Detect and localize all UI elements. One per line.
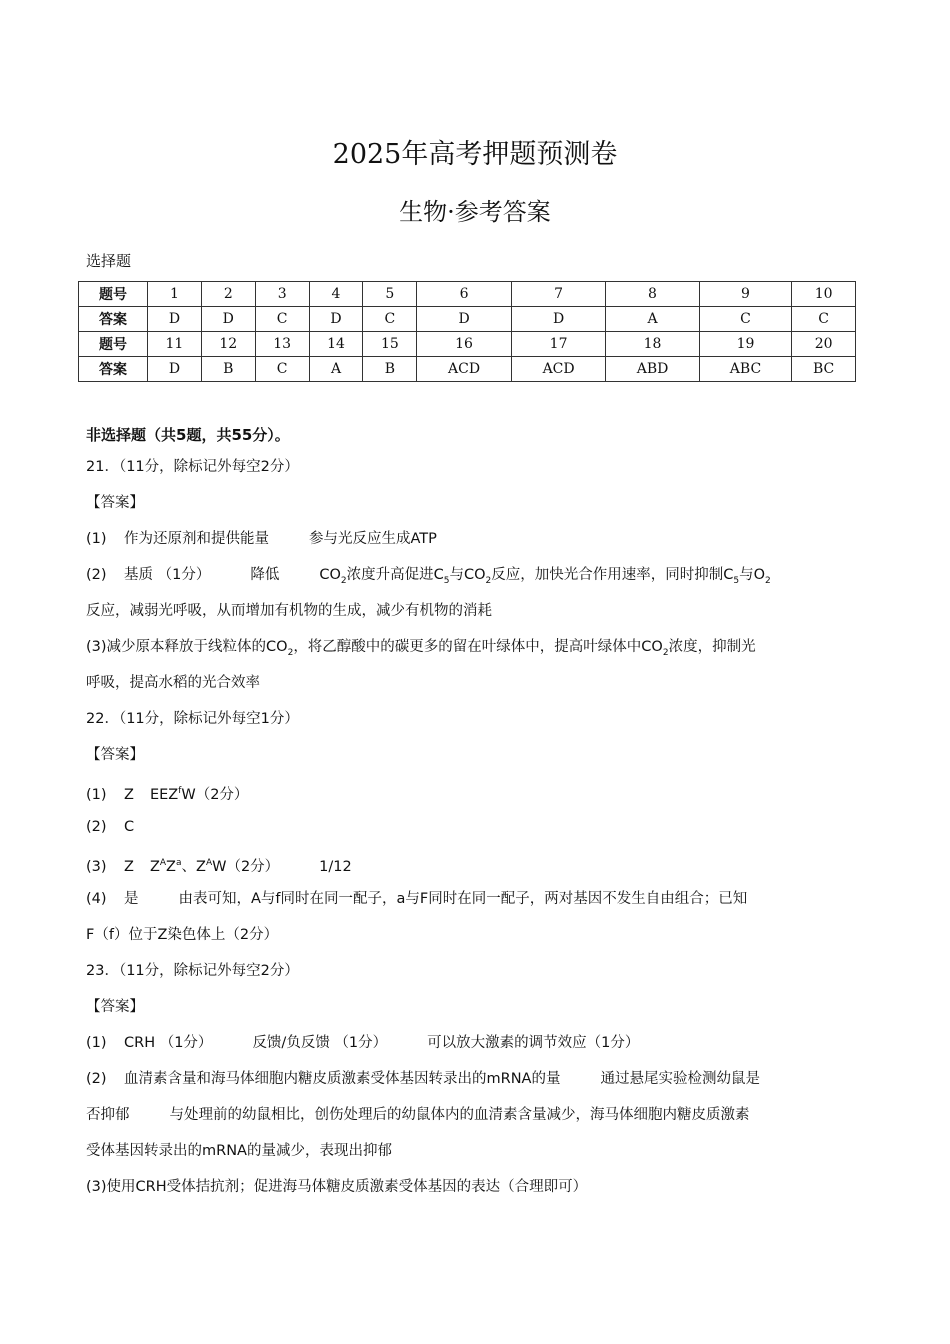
- table-cell: C: [363, 307, 417, 332]
- table-cell: 11: [148, 332, 202, 357]
- q22-part2: (2) C: [86, 819, 135, 835]
- table-cell: 10: [792, 282, 856, 307]
- q21-part1-a: 作为还原剂和提供能量: [124, 531, 269, 547]
- table-cell: 4: [309, 282, 363, 307]
- q21-header: 21．（11分，除标记外每空2分）: [86, 459, 299, 475]
- q23-part2-cont1: 否抑郁 与处理前的幼鼠相比，创伤处理后的幼鼠体内的血清素含量减少，海马体细胞内糖皮质激素: [86, 1107, 750, 1123]
- table-cell: 20: [792, 332, 856, 357]
- q23-header: 23．（11分，除标记外每空2分）: [86, 963, 299, 979]
- q21-part2-a: 基质 （1分）: [124, 567, 211, 583]
- answer-table: [78, 281, 856, 382]
- q21-part3-cont: 呼吸，提高水稻的光合效率: [86, 675, 260, 691]
- table-cell: D: [201, 307, 255, 332]
- table-cell: 1: [148, 282, 202, 307]
- table-row-header: 题号: [79, 332, 148, 357]
- table-cell: 17: [511, 332, 606, 357]
- table-cell: D: [309, 307, 363, 332]
- q21-part2-cont: 反应，减弱光呼吸，从而增加有机物的生成，减少有机物的消耗: [86, 603, 492, 619]
- q21-part3: (3)减少原本释放于线粒体的$CO_2$，将乙醇酸中的碳更多的留在叶绿体中，提高叶绿体中$CO_2$浓度，抑制光: [86, 639, 756, 658]
- q21-part1-num: (1): [86, 531, 107, 547]
- table-row: [79, 332, 856, 357]
- table-cell: 18: [606, 332, 699, 357]
- q21-part1: [86, 521, 856, 557]
- table-row-header: 答案: [79, 357, 148, 382]
- table-cell: D: [148, 307, 202, 332]
- q22-part1: (1) Z EEZ$^f$W（2分）: [86, 786, 249, 803]
- q21-part2-c: $CO_2$浓度升高促进$C_5$与$CO_2$反应，加快光合作用速率，同时抑制$C_5$与$O_2$: [319, 567, 771, 586]
- table-cell: C: [255, 357, 309, 382]
- table-cell: BC: [792, 357, 856, 382]
- table-cell: 16: [417, 332, 512, 357]
- q23-part2: (2) 血清素含量和海马体细胞内糖皮质激素受体基因转录出的mRNA的量 通过悬尾实验检测幼鼠是: [86, 1071, 760, 1087]
- q21-part2: [86, 557, 856, 593]
- table-cell: 14: [309, 332, 363, 357]
- table-cell: ACD: [417, 357, 512, 382]
- table-cell: C: [792, 307, 856, 332]
- table-cell: 7: [511, 282, 606, 307]
- page-title: 2025年高考押题预测卷: [332, 139, 618, 170]
- q21-part2-b: 降低: [250, 567, 280, 583]
- q23-part1: (1) CRH （1分） 反馈/负反馈 （1分） 可以放大激素的调节效应（1分）: [86, 1035, 640, 1051]
- table-cell: 9: [699, 282, 792, 307]
- page-subtitle: 生物·参考答案: [399, 198, 551, 226]
- table-cell: D: [148, 357, 202, 382]
- q22-part4: (4) 是 由表可知，A与f同时在同一配子，a与F同时在同一配子，两对基因不发生自由组合；已知: [86, 891, 748, 907]
- q21-part1-b: 参与光反应生成ATP: [309, 531, 437, 547]
- table-row: [79, 282, 856, 307]
- table-cell: 15: [363, 332, 417, 357]
- q23-part3: (3)使用CRH受体拮抗剂；促进海马体糖皮质激素受体基因的表达（合理即可）: [86, 1179, 588, 1195]
- table-cell: 8: [606, 282, 699, 307]
- q22-header: 22．（11分，除标记外每空1分）: [86, 711, 299, 727]
- table-cell: 12: [201, 332, 255, 357]
- table-cell: A: [606, 307, 699, 332]
- table-row-header: 题号: [79, 282, 148, 307]
- table-row: [79, 307, 856, 332]
- table-cell: B: [363, 357, 417, 382]
- table-cell: 3: [255, 282, 309, 307]
- table-row: [79, 357, 856, 382]
- table-cell: 2: [201, 282, 255, 307]
- choice-section-label: 选择题: [86, 252, 132, 270]
- table-cell: 6: [417, 282, 512, 307]
- answer-body: [86, 449, 856, 1205]
- table-cell: B: [201, 357, 255, 382]
- table-cell: D: [511, 307, 606, 332]
- table-cell: 19: [699, 332, 792, 357]
- q23-answer-label: 【答案】: [86, 999, 144, 1015]
- table-cell: A: [309, 357, 363, 382]
- table-cell: C: [699, 307, 792, 332]
- q21-answer-label: 【答案】: [86, 495, 144, 511]
- q22-part4-cont: F（f）位于Z染色体上（2分）: [86, 927, 279, 943]
- table-cell: C: [255, 307, 309, 332]
- table-cell: ABC: [699, 357, 792, 382]
- q21-part2-num: (2): [86, 567, 107, 583]
- table-row-header: 答案: [79, 307, 148, 332]
- table-cell: 5: [363, 282, 417, 307]
- table-cell: 13: [255, 332, 309, 357]
- table-cell: D: [417, 307, 512, 332]
- q22-part3: (3) Z $Z^AZ^a$、$Z^AW(2$分） 1/12: [86, 858, 352, 875]
- table-cell: ACD: [511, 357, 606, 382]
- nonchoice-section-label: 非选择题（共5题，共55分）。: [86, 426, 290, 444]
- q22-answer-label: 【答案】: [86, 747, 144, 763]
- table-cell: ABD: [606, 357, 699, 382]
- q23-part2-cont2: 受体基因转录出的mRNA的量减少，表现出抑郁: [86, 1143, 392, 1159]
